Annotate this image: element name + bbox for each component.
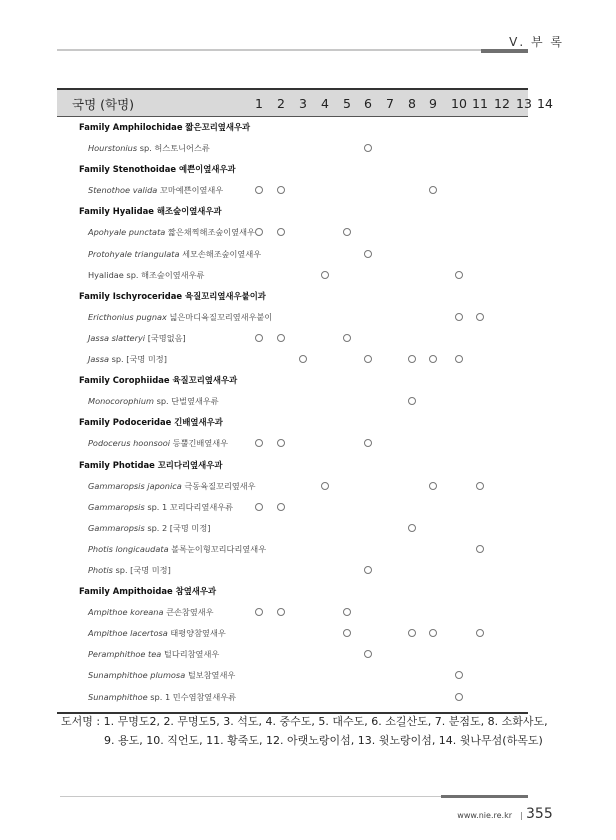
presence-mark-col-8 bbox=[408, 355, 416, 363]
scientific-name: Protohyale triangulata bbox=[88, 248, 180, 259]
presence-mark-col-1 bbox=[255, 334, 263, 342]
presence-mark-col-1 bbox=[255, 608, 263, 616]
family-row bbox=[57, 159, 528, 180]
presence-mark-col-6 bbox=[364, 144, 372, 152]
species-distribution-table bbox=[57, 88, 553, 714]
presence-mark-col-10 bbox=[455, 271, 463, 279]
island-legend bbox=[61, 712, 548, 750]
presence-mark-col-10 bbox=[455, 671, 463, 679]
scientific-name: Podocerus hoonsooi bbox=[88, 438, 171, 449]
family-name: Family Photidae 꼬리다리옆새우과 bbox=[79, 459, 223, 470]
family-row bbox=[57, 117, 528, 138]
column-header-1: 1 bbox=[255, 96, 263, 111]
presence-mark-col-6 bbox=[364, 650, 372, 658]
column-header-14: 14 bbox=[537, 96, 553, 111]
species-name: Photis sp. [국명 미정] bbox=[88, 564, 171, 575]
species-row bbox=[57, 560, 528, 581]
column-header-8: 8 bbox=[408, 96, 416, 111]
presence-mark-col-2 bbox=[277, 334, 285, 342]
family-row bbox=[57, 412, 528, 433]
column-header-5: 5 bbox=[343, 96, 351, 111]
family-row bbox=[57, 286, 528, 307]
presence-mark-col-2 bbox=[277, 503, 285, 511]
species-name: Apohyale punctata 짧은채찍해조숲이옆새우 bbox=[88, 227, 255, 238]
presence-mark-col-5 bbox=[343, 334, 351, 342]
presence-mark-col-6 bbox=[364, 355, 372, 363]
column-header-12: 12 bbox=[494, 96, 510, 111]
scientific-name: Gammaropsis bbox=[88, 501, 145, 512]
species-name: Gammaropsis japonica 극동육질꼬리옆새우 bbox=[88, 480, 256, 491]
scientific-name: Sunamphithoe bbox=[88, 691, 148, 702]
family-row bbox=[57, 581, 528, 602]
footer-rule-accent bbox=[441, 795, 528, 798]
species-row bbox=[57, 138, 528, 159]
species-name: Sunamphithoe sp. 1 민수염참옆새우류 bbox=[88, 691, 237, 702]
presence-mark-col-9 bbox=[429, 629, 437, 637]
scientific-name: Photis longicaudata bbox=[88, 543, 169, 554]
presence-mark-col-3 bbox=[299, 355, 307, 363]
presence-mark-col-1 bbox=[255, 503, 263, 511]
family-name: Family Corophiidae 육질꼬리옆새우과 bbox=[79, 375, 238, 386]
species-row bbox=[57, 644, 528, 665]
scientific-name: Apohyale punctata bbox=[88, 227, 166, 238]
page-number: 355 bbox=[526, 806, 553, 822]
species-row bbox=[57, 244, 528, 265]
header-rule bbox=[57, 49, 528, 51]
scientific-name: Photis bbox=[88, 564, 113, 575]
species-row bbox=[57, 307, 528, 328]
species-name: Ampithoe lacertosa 태평양참옆새우 bbox=[88, 628, 226, 639]
scientific-name: Gammaropsis bbox=[88, 522, 145, 533]
presence-mark-col-5 bbox=[343, 629, 351, 637]
presence-mark-col-10 bbox=[455, 693, 463, 701]
scientific-name: Peramphithoe tea bbox=[88, 649, 162, 660]
species-row bbox=[57, 623, 528, 644]
species-row bbox=[57, 602, 528, 623]
presence-mark-col-2 bbox=[277, 608, 285, 616]
species-row bbox=[57, 497, 528, 518]
family-name: Family Hyalidae 해조숲이옆새우과 bbox=[79, 206, 222, 217]
scientific-name: Gammaropsis japonica bbox=[88, 480, 182, 491]
presence-mark-col-5 bbox=[343, 228, 351, 236]
presence-mark-col-6 bbox=[364, 566, 372, 574]
column-header-6: 6 bbox=[364, 96, 372, 111]
family-row bbox=[57, 370, 528, 391]
legend-line-2: 9. 용도, 10. 직언도, 11. 황죽도, 12. 아랫노랑이섬, 13. 윗노랑이섬, 14. 윗나무섬(하목도) bbox=[104, 734, 543, 747]
column-header-3: 3 bbox=[299, 96, 307, 111]
scientific-name: Ampithoe lacertosa bbox=[88, 628, 168, 639]
scientific-name: Ampithoe koreana bbox=[88, 607, 164, 618]
section-title: Ⅴ. 부 록 bbox=[509, 35, 564, 49]
species-row bbox=[57, 665, 528, 686]
species-name: Stenothoe valida 꼬마예쁜이옆새우 bbox=[88, 185, 224, 196]
species-row bbox=[57, 687, 528, 708]
scientific-name: Hourstonius bbox=[88, 143, 138, 154]
presence-mark-col-11 bbox=[476, 545, 484, 553]
presence-mark-col-8 bbox=[408, 397, 416, 405]
species-name: Jassa slatteryi [국명없음] bbox=[88, 332, 186, 343]
presence-mark-col-8 bbox=[408, 524, 416, 532]
species-row bbox=[57, 539, 528, 560]
presence-mark-col-5 bbox=[343, 608, 351, 616]
species-row bbox=[57, 476, 528, 497]
species-row bbox=[57, 265, 528, 286]
family-name: Family Ischyroceridae 육질꼬리옆새우붙이과 bbox=[79, 290, 266, 301]
column-header-name: 국명 (학명) bbox=[72, 97, 135, 112]
presence-mark-col-4 bbox=[321, 271, 329, 279]
species-row bbox=[57, 180, 528, 201]
family-row bbox=[57, 201, 528, 222]
species-name: Photis longicaudata 볼록눈이형꼬리다리옆새우 bbox=[88, 543, 267, 554]
presence-mark-col-2 bbox=[277, 439, 285, 447]
footer-url[interactable]: www.nie.re.kr bbox=[457, 811, 512, 820]
presence-mark-col-10 bbox=[455, 313, 463, 321]
presence-mark-col-9 bbox=[429, 355, 437, 363]
species-name: Podocerus hoonsooi 등뿔긴배옆새우 bbox=[88, 438, 229, 449]
presence-mark-col-9 bbox=[429, 482, 437, 490]
presence-mark-col-11 bbox=[476, 482, 484, 490]
column-header-4: 4 bbox=[321, 96, 329, 111]
species-row bbox=[57, 222, 528, 243]
scientific-name: Jassa bbox=[88, 354, 109, 365]
species-row bbox=[57, 433, 528, 454]
species-name: Sunamphithoe plumosa 털보참옆새우 bbox=[88, 670, 236, 681]
presence-mark-col-10 bbox=[455, 355, 463, 363]
column-header-2: 2 bbox=[277, 96, 285, 111]
species-name: Jassa sp. [국명 미정] bbox=[88, 354, 167, 365]
species-name: Hyalidae sp. 해조숲이옆새우류 bbox=[88, 269, 205, 280]
column-header-10: 10 bbox=[451, 96, 467, 111]
scientific-name: Stenothoe valida bbox=[88, 185, 158, 196]
scientific-name: Monocorophium bbox=[88, 396, 154, 407]
presence-mark-col-11 bbox=[476, 313, 484, 321]
presence-mark-col-8 bbox=[408, 629, 416, 637]
presence-mark-col-6 bbox=[364, 439, 372, 447]
species-name: Monocorophium sp. 단벌옆새우류 bbox=[88, 396, 219, 407]
presence-mark-col-4 bbox=[321, 482, 329, 490]
species-row bbox=[57, 349, 528, 370]
species-row bbox=[57, 328, 528, 349]
presence-mark-col-2 bbox=[277, 228, 285, 236]
family-name: Family Ampithoidae 참옆새우과 bbox=[79, 586, 217, 597]
species-name: Gammaropsis sp. 2 [국명 미정] bbox=[88, 522, 211, 533]
species-name: Gammaropsis sp. 1 꼬리다리옆새우류 bbox=[88, 501, 234, 512]
family-name: Family Podoceridae 긴배옆새우과 bbox=[79, 417, 223, 428]
column-header-7: 7 bbox=[386, 96, 394, 111]
family-name: Family Stenothoidae 예쁜이옆새우과 bbox=[79, 164, 236, 175]
species-name: Ampithoe koreana 큰손참옆새우 bbox=[88, 607, 214, 618]
presence-mark-col-9 bbox=[429, 186, 437, 194]
species-name: Peramphithoe tea 털다리참옆새우 bbox=[88, 649, 220, 660]
column-header-9: 9 bbox=[429, 96, 437, 111]
table-body bbox=[57, 117, 528, 708]
species-row bbox=[57, 518, 528, 539]
species-row bbox=[57, 391, 528, 412]
species-name: Protohyale triangulata 세모손해조숲이옆새우 bbox=[88, 248, 262, 259]
family-row bbox=[57, 455, 528, 476]
legend-line-1: 도서명 : 1. 무명도2, 2. 무명도5, 3. 석도, 4. 중수도, 5. 대수도, 6. 소길산도, 7. 분점도, 8. 소화사도, bbox=[61, 715, 548, 728]
presence-mark-col-1 bbox=[255, 439, 263, 447]
presence-mark-col-6 bbox=[364, 250, 372, 258]
table-header bbox=[57, 88, 553, 117]
species-name: Hourstonius sp. 허스토니어스류 bbox=[88, 143, 210, 154]
scientific-name: Sunamphithoe plumosa bbox=[88, 670, 186, 681]
footer-separator: | bbox=[520, 811, 523, 820]
scientific-name: Ericthonius pugnax bbox=[88, 311, 167, 322]
header-rule-accent bbox=[481, 49, 528, 53]
column-header-11: 11 bbox=[472, 96, 488, 111]
scientific-name: Jassa slatteryi bbox=[88, 332, 146, 343]
presence-mark-col-1 bbox=[255, 228, 263, 236]
presence-mark-col-1 bbox=[255, 186, 263, 194]
family-name: Family Amphilochidae 짧은꼬리옆새우과 bbox=[79, 122, 251, 132]
column-header-13: 13 bbox=[516, 96, 532, 111]
presence-mark-col-2 bbox=[277, 186, 285, 194]
species-name: Ericthonius pugnax 넓은마디육질꼬리옆새우붙이 bbox=[88, 311, 273, 322]
presence-mark-col-11 bbox=[476, 629, 484, 637]
